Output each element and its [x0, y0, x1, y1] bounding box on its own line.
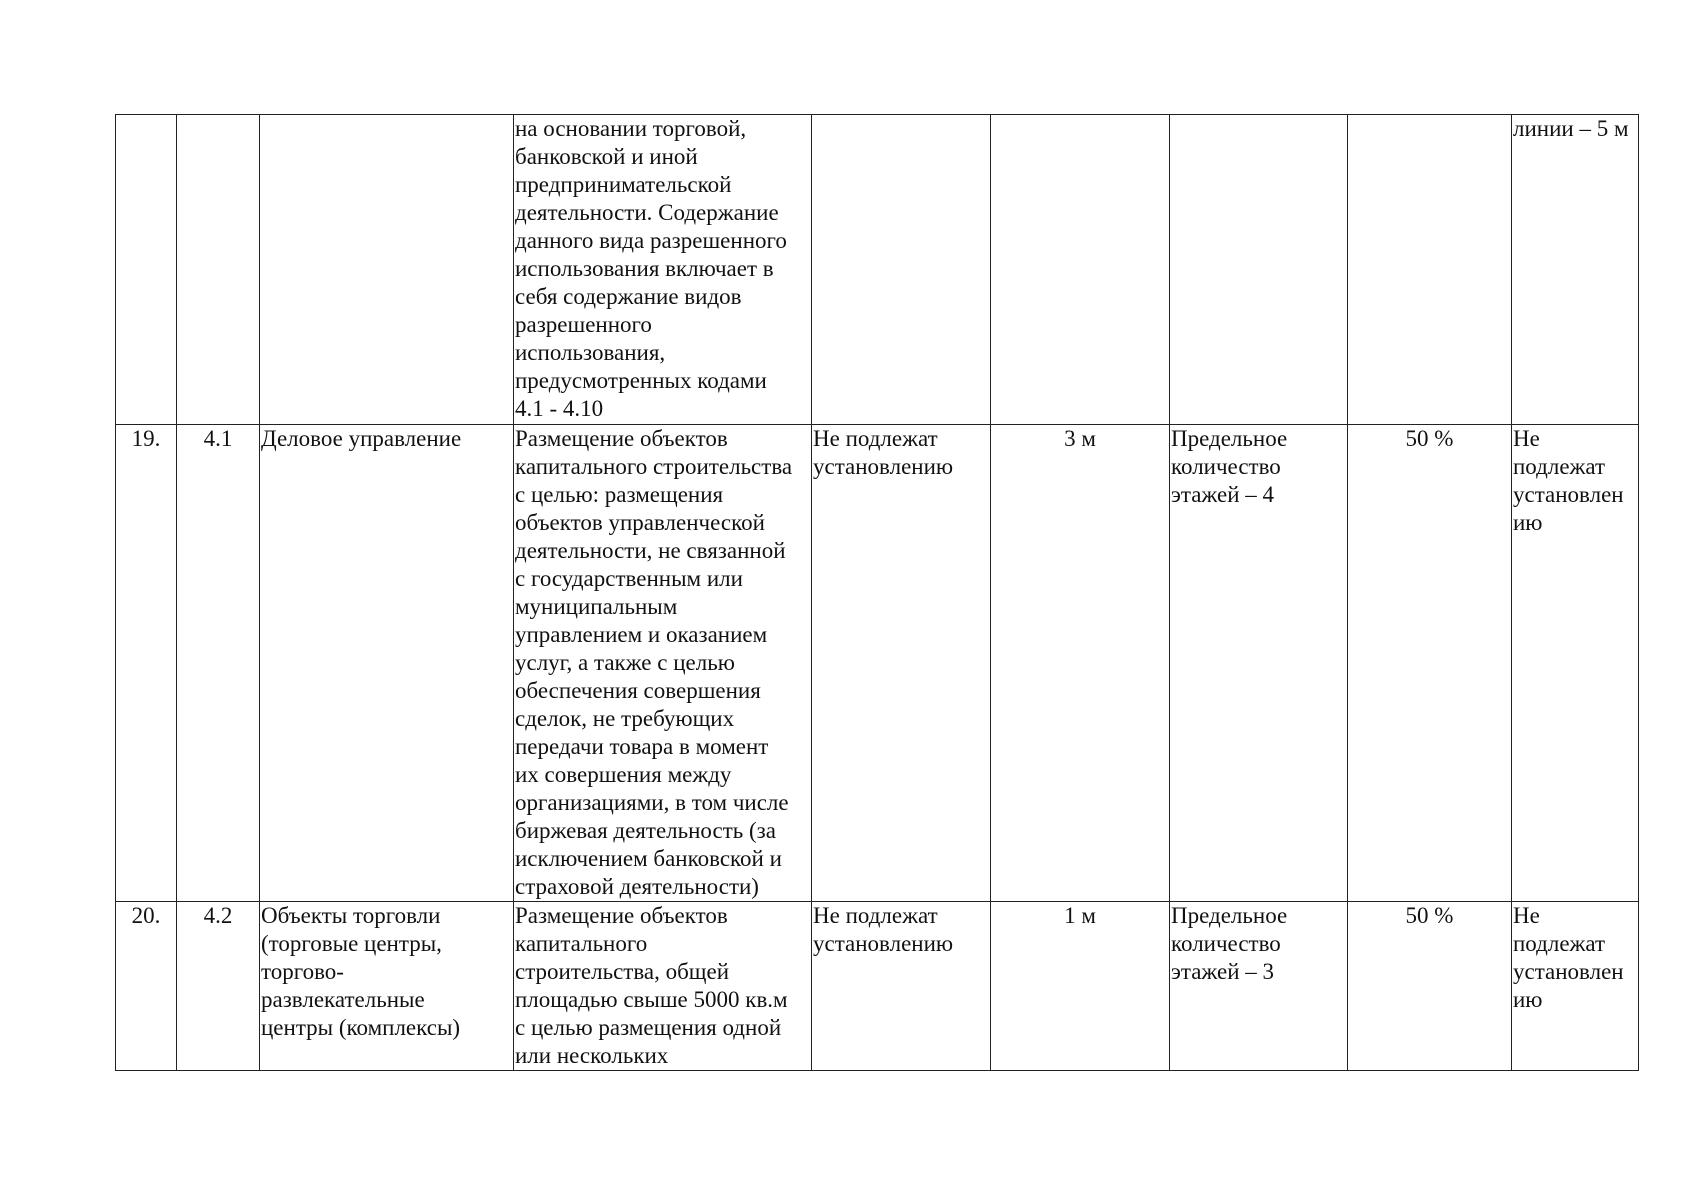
description-line: предусмотренных кодами [515, 368, 767, 393]
description-line: капитального строительства [515, 454, 793, 479]
other-params-line: линии – 5 м [1513, 116, 1629, 141]
floors-line: Предельное [1171, 903, 1288, 928]
description-cell [514, 115, 812, 425]
description-line: деятельности, не связанной [515, 538, 786, 563]
coverage-cell [1348, 115, 1512, 425]
description-line: на основании торговой, [515, 116, 747, 141]
description-line: использования, [515, 340, 666, 365]
description-line: 4.1 - 4.10 [515, 396, 604, 421]
other-params-line: установлен [1513, 959, 1624, 984]
other-params-line: ию [1513, 987, 1543, 1012]
floors-cell [1170, 115, 1348, 425]
floors-line: количество [1171, 931, 1281, 956]
description-line: муниципальным [515, 594, 678, 619]
description-line: исключением банковской и [515, 846, 782, 871]
floors-line: количество [1171, 454, 1281, 479]
description-line: капитального [515, 931, 648, 956]
floors-cell [1170, 902, 1348, 1071]
name-cell [260, 902, 514, 1071]
description-line: сделок, не требующих [515, 706, 735, 731]
regulations-table [115, 114, 1639, 1071]
name-line: Объекты торговли [261, 903, 441, 928]
table-row [116, 425, 1639, 902]
other-params-line: Не [1513, 426, 1540, 451]
description-cell [514, 902, 812, 1071]
table-row [116, 902, 1639, 1071]
description-line: Размещение объектов [515, 903, 728, 928]
description-line: с государственным или [515, 566, 743, 591]
description-line: площадью свыше 5000 кв.м [515, 987, 788, 1012]
setback-cell [812, 425, 991, 902]
description-line: Размещение объектов [515, 426, 728, 451]
other-params-cell [1512, 425, 1639, 902]
description-cell [514, 425, 812, 902]
description-line: себя содержание видов [515, 284, 742, 309]
description-line: обеспечения совершения [515, 678, 761, 703]
description-line: предпринимательской [515, 172, 732, 197]
description-line: организациями, в том числе [515, 790, 789, 815]
description-line: биржевая деятельность (за [515, 818, 776, 843]
setback-cell [812, 115, 991, 425]
min-indent-cell: 1 м [991, 902, 1170, 1071]
name-cell [260, 115, 514, 425]
description-line: данного вида разрешенного [515, 228, 787, 253]
name-line: центры (комплексы) [261, 1015, 461, 1040]
setback-cell [812, 902, 991, 1071]
name-line: (торговые центры, [261, 931, 442, 956]
other-params-cell [1512, 902, 1639, 1071]
coverage-cell: 50 % [1348, 425, 1512, 902]
setback-line: установлению [813, 931, 954, 956]
description-line: с целью: размещения [515, 482, 724, 507]
name-cell [260, 425, 514, 902]
name-line: торгово- [261, 959, 344, 984]
setback-line: установлению [813, 454, 954, 479]
description-line: строительства, общей [515, 959, 730, 984]
other-params-line: установлен [1513, 482, 1624, 507]
code-cell: 4.2 [177, 902, 260, 1071]
floors-line: этажей – 4 [1171, 482, 1275, 507]
setback-line: Не подлежат [813, 903, 938, 928]
description-line: передачи товара в момент [515, 734, 769, 759]
description-line: разрешенного [515, 312, 652, 337]
floors-cell [1170, 425, 1348, 902]
coverage-cell: 50 % [1348, 902, 1512, 1071]
other-params-line: подлежат [1513, 454, 1606, 479]
code-cell [177, 115, 260, 425]
other-params-line: подлежат [1513, 931, 1606, 956]
table-row [116, 115, 1639, 425]
description-line: деятельности. Содержание [515, 200, 779, 225]
min-indent-cell [991, 115, 1170, 425]
description-line: банковской и иной [515, 144, 698, 169]
min-indent-cell: 3 м [991, 425, 1170, 902]
description-line: их совершения между [515, 762, 732, 787]
other-params-line: ию [1513, 510, 1543, 535]
setback-line: Не подлежат [813, 426, 938, 451]
description-line: услуг, а также с целью [515, 650, 735, 675]
other-params-line: Не [1513, 903, 1540, 928]
description-line: управлением и оказанием [515, 622, 768, 647]
description-line: или нескольких [515, 1043, 669, 1068]
floors-line: Предельное [1171, 426, 1288, 451]
description-line: объектов управленческой [515, 510, 765, 535]
description-line: с целью размещения одной [515, 1015, 782, 1040]
name-line: Деловое управление [261, 426, 462, 451]
row-number-cell: 20. [116, 902, 177, 1071]
row-number-cell: 19. [116, 425, 177, 902]
description-line: использования включает в [515, 256, 774, 281]
row-number-cell [116, 115, 177, 425]
other-params-cell [1512, 115, 1639, 425]
code-cell: 4.1 [177, 425, 260, 902]
floors-line: этажей – 3 [1171, 959, 1275, 984]
description-line: страховой деятельности) [515, 874, 759, 899]
name-line: развлекательные [261, 987, 425, 1012]
